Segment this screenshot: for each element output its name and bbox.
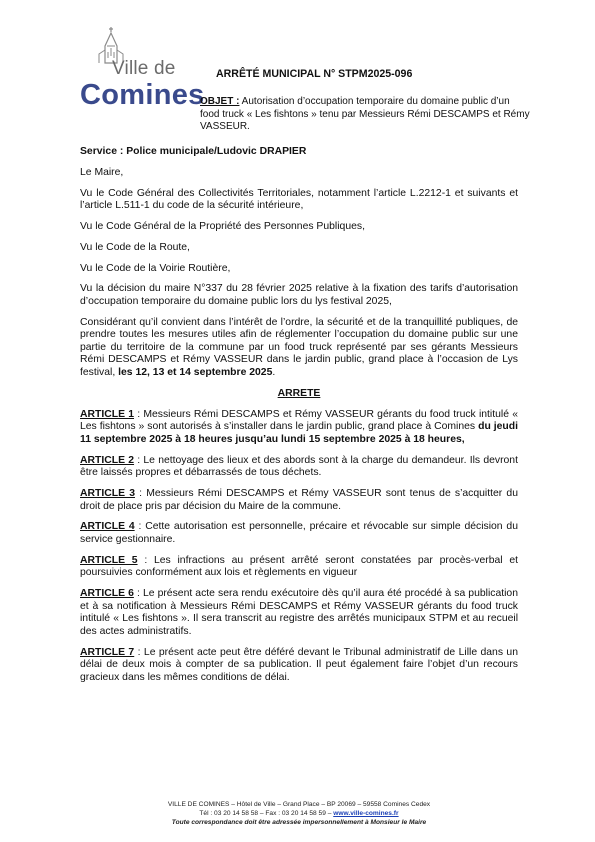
article-label: ARTICLE 2 bbox=[80, 454, 135, 466]
article-sep: : bbox=[134, 454, 144, 466]
decree-title: ARRÊTÉ MUNICIPAL N° STPM2025-096 bbox=[216, 68, 413, 80]
articles-list bbox=[80, 409, 518, 685]
footer-phone: Tél : 03 20 14 58 58 – Fax : 03 20 14 58 59 – bbox=[199, 810, 334, 817]
article-text: Les infractions au présent arrêté seront constatées par procès-verbal et poursuivies conformément aux lois et règlements en vigueur bbox=[80, 554, 518, 579]
considerant-dates: les 12, 13 et 14 septembre 2025 bbox=[118, 367, 273, 379]
article-text: Le présent acte peut être déféré devant le Tribunal administratif de Lille dans un délai de deux mois à compter de sa publication. Il peut également faire l’objet d’un recours gracieux dans les mêmes conditions de délai. bbox=[80, 646, 518, 683]
article-sep: : bbox=[133, 588, 143, 600]
article bbox=[80, 521, 518, 546]
article-bold: du jeudi 11 septembre 2025 à 18 heures jusqu’au lundi 15 septembre 2025 à 18 heures, bbox=[80, 421, 519, 445]
page-footer bbox=[80, 800, 518, 827]
visa-cgppp: Vu le Code Général de la Propriété des Personnes Publiques, bbox=[80, 220, 365, 232]
article-label: ARTICLE 1 bbox=[80, 408, 135, 420]
subject-label: OBJET : bbox=[200, 96, 240, 107]
article-text: Messieurs Rémi DESCAMPS et Rémy VASSEUR gérants du food truck intitulé « Les fishtons » sont autorisés à s’installer dans le jardin public, grand place à Comines bbox=[80, 408, 518, 433]
article-text: Le présent acte sera rendu exécutoire dès qu’il aura été procédé à sa publication et à sa notification à Messieurs Rémi DESCAMPS et Rémy VASSEUR gérants du food truck intitulé « Les fishtons ». Il sera transcrit au registre des arrêtés municipaux STPM et au recueil des actes administratifs. bbox=[80, 588, 518, 637]
article-sep: : bbox=[134, 521, 146, 533]
article-label: ARTICLE 4 bbox=[80, 521, 135, 533]
visa-code-route: Vu le Code de la Route, bbox=[80, 241, 190, 253]
article-text: Messieurs Rémi DESCAMPS et Rémy VASSEUR sont tenus de s’acquitter du droit de place pris par décision du Maire de la commune. bbox=[80, 487, 518, 512]
article-label: ARTICLE 3 bbox=[80, 487, 135, 499]
article-sep: : bbox=[134, 487, 147, 499]
considerant-paragraph bbox=[80, 317, 518, 380]
article-label: ARTICLE 6 bbox=[80, 588, 134, 600]
service-line: Service : Police municipale/Ludovic DRAPIER bbox=[80, 146, 307, 157]
logo-comines-text: Comines bbox=[80, 79, 205, 111]
decree-body bbox=[80, 146, 518, 693]
website-link[interactable]: www.ville-comines.fr bbox=[333, 810, 399, 817]
visa-decision: Vu la décision du maire N°337 du 28 février 2025 relative à la fixation des tarifs d’autorisation d’occupation temporaire du domaine public lors du lys festival 2025, bbox=[80, 283, 518, 307]
logo-ville-text: Ville de bbox=[112, 58, 176, 79]
considerant-end: . bbox=[272, 367, 276, 379]
article bbox=[80, 555, 518, 580]
article bbox=[80, 488, 518, 513]
visa-code-voirie: Vu le Code de la Voirie Routière, bbox=[80, 262, 231, 274]
article-sep: : bbox=[134, 408, 144, 420]
le-maire: Le Maire, bbox=[80, 166, 124, 178]
footer-notice: Toute correspondance doit être adressée impersonnellement à Monsieur le Maire bbox=[171, 819, 427, 826]
article-sep: : bbox=[134, 646, 144, 658]
arrete-heading: ARRETE bbox=[277, 387, 321, 399]
footer-contact bbox=[80, 809, 518, 818]
article-text: Cette autorisation est personnelle, précaire et révocable sur simple décision du service gestionnaire. bbox=[80, 521, 518, 545]
article-label: ARTICLE 7 bbox=[80, 646, 135, 658]
decree-subject bbox=[200, 96, 530, 134]
article-sep: : bbox=[137, 554, 154, 566]
article-text: Le nettoyage des lieux et des abords sont à la charge du demandeur. Ils devront être laissés propres et débarrassés de tous déchets. bbox=[80, 454, 518, 479]
subject-text: Autorisation d’occupation temporaire du domaine public d’un food truck « Les fishtons » tenu par Messieurs Rémi DESCAMPS et Rémy VASSEUR. bbox=[200, 96, 530, 132]
article-label: ARTICLE 5 bbox=[80, 554, 138, 566]
footer-address: VILLE DE COMINES – Hôtel de Ville – Grand Place – BP 20069 – 59558 Comines Cedex bbox=[167, 801, 431, 808]
article bbox=[80, 588, 518, 638]
article bbox=[80, 647, 518, 685]
visa-cgct: Vu le Code Général des Collectivités Territoriales, notamment l’article L.2212-1 et suivants et l’article L.511-1 du code de la sécurité intérieure, bbox=[80, 187, 518, 212]
article bbox=[80, 409, 518, 447]
considerant-text: Considérant qu’il convient dans l’intérêt de l’ordre, la sécurité et de la tranquillité publiques, de prendre toutes les mesures utiles afin de réglementer l’occupation du domaine public sur une partie du territoire de la commune par un food truck représenté par ses gérants Messieurs Rémi DESCAMPS et Rémy VASSEUR dans le jardin public, grand place à l’occasion de Lys festival, bbox=[80, 316, 518, 379]
city-logo bbox=[78, 26, 205, 111]
article bbox=[80, 455, 518, 480]
